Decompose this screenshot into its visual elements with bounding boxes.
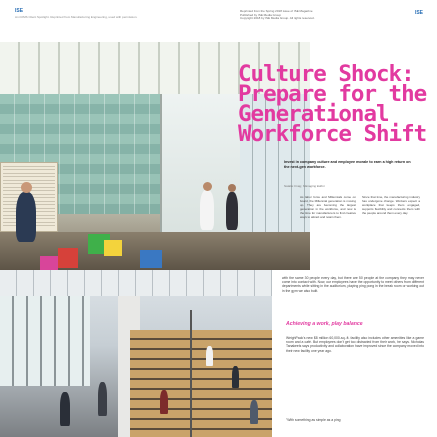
ceiling: [0, 270, 272, 296]
article-title: [238, 61, 433, 147]
running-head-right: [240, 10, 360, 38]
seated-person: [16, 192, 36, 242]
running-head-blurb: An iCIMS Client Spotlight. Reprinted from Manufacturing Engineering, used with permission.: [15, 14, 138, 19]
body-text: As labor force and Millennials come on board, the Millennial generation is moving up. They are becoming the largest generation in the workforce, and now is the time for manufacturers to find creative ways to attract and retain them.: [300, 195, 356, 219]
auditorium-photo: [0, 270, 272, 437]
article-deck: Invest in company culture and employee morale to earn a high return on the next-gen workforce.: [284, 160, 411, 169]
person-figure: [160, 390, 168, 414]
seat-cube-blue: [140, 250, 162, 268]
reprint-line-1: Reprinted from the Spring 2018 issue of ISE Magazine: [240, 9, 313, 13]
stair-rail: [190, 310, 192, 437]
reprint-line-2: Published by ISE Media Group: [240, 12, 282, 17]
title-line: Culture Shock:: [238, 61, 414, 87]
title-line: Workforce Shift: [238, 121, 427, 147]
body-column-2: Since that time, the manufacturing industry has undergone change. Workers expect a workplace that keeps them engaged, supports flexibility and connects them with the people around them every day.: [362, 195, 420, 215]
standing-person-2: [226, 192, 238, 230]
seat-cube-red: [58, 248, 78, 268]
section-subhead: Achieving a work, play balance: [286, 321, 363, 327]
standing-person: [200, 190, 214, 230]
title-line: Generational: [238, 101, 389, 127]
person-figure: [60, 392, 70, 426]
body-column-4: WeighPack's new $8 million 60,000-sq.-ft. facility also includes other amenities like a game room and a café. But employees don't get too distracted from their work, he says. Nicholas Tanakeels says productivity and collaboration have improved since the company moved into their new facility one year ago.: [286, 336, 424, 353]
person-figure: [250, 400, 258, 424]
publication-logo: ISE: [15, 8, 24, 14]
person-figure: [232, 366, 239, 388]
body-column-3: with the same 30 people every day, but there are 50 people at the company they may never come into contact with. Now, our employees have the opportunity to meet others from different departments while sitting in the auditorium, playing ping pong in the break room or working out in the gym we also built.: [282, 276, 424, 293]
seat-cube-yellow: [104, 240, 122, 256]
byline: Natalie Craig, Managing Editor: [284, 184, 325, 188]
running-head-left: [15, 10, 155, 38]
person-figure: [206, 346, 213, 366]
person-figure: [98, 382, 107, 416]
reprint-line-3: Copyright 2018 by ISE Media Group. All rights reserved.: [240, 16, 315, 21]
body-column-1: [300, 196, 356, 219]
window-wall: [0, 296, 90, 386]
publication-logo-right: ISE: [414, 10, 423, 16]
body-column-5: "With something as simple as a ping: [286, 418, 341, 422]
title-line: Prepare for the: [238, 81, 427, 107]
seat-cube-pink: [40, 256, 58, 270]
